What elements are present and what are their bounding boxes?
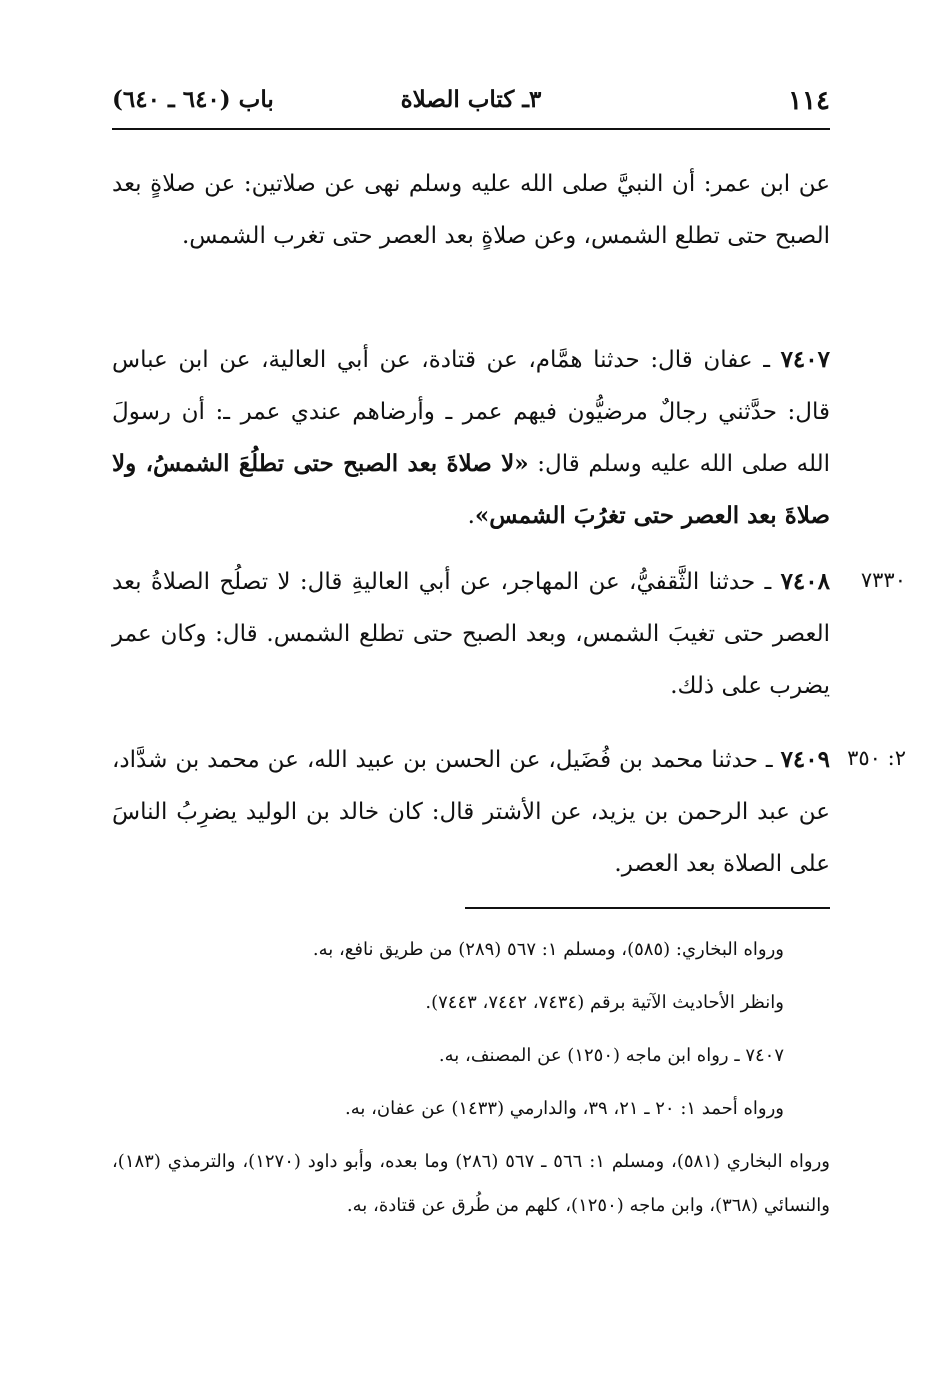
hadith-7407	[112, 334, 830, 542]
hadith-text: ـ حدثنا محمد بن فُضَيل، عن الحسن بن عبيد الله، عن محمد بن شدَّاد، عن عبد الرحمن بن يزيد، عن الأشتر قال: كان خالد بن الوليد يضرِبُ الناسَ على الصلاة بعد العصر.	[112, 747, 830, 877]
running-header	[112, 80, 830, 128]
paragraph-text: عن ابن عمر: أن النبيَّ صلى الله عليه وسلم نهى عن صلاتين: عن صلاةٍ بعد الصبح حتى تطلع الشمس، وعن صلاةٍ بعد العصر حتى تغرب الشمس.	[112, 171, 830, 249]
hadith-text: ـ عفان قال: حدثنا همَّام، عن قتادة، عن أبي العالية، عن ابن عباس قال: حدَّثني رجالٌ مرضيُّون فيهم عمر ـ وأرضاهم عندي عمر ـ: أن رسولَ الله صلى الله عليه وسلم قال:	[112, 347, 830, 477]
hadith-number: ٧٤٠٨	[780, 568, 830, 595]
footnote: ورواه البخاري (٥٨١)، ومسلم ١: ٥٦٦ ـ ٥٦٧ (٢٨٦) وما بعده، وأبو داود (١٢٧٠)، والترمذي (١٨٣)، والنسائي (٣٦٨)، وابن ماجه (١٢٥٠)، كلهم من طُرق عن قتادة، به.	[112, 1151, 830, 1216]
book-title: ٣ـ كتاب الصلاة	[400, 86, 542, 113]
hadith-7409	[112, 734, 830, 890]
hadith-end: .	[467, 503, 475, 529]
hadith-number: ٧٤٠٧	[780, 346, 830, 373]
hadith-quote: «لا صلاةَ بعد الصبح حتى تطلُعَ الشمسُ، ولا صلاةَ بعد العصر حتى تغرُبَ الشمس»	[112, 450, 830, 529]
chapter-title: باب (٦٤٠ ـ ٦٤٠)	[112, 86, 274, 113]
header-divider	[112, 128, 830, 130]
hadith-number: ٧٤٠٩	[780, 746, 830, 773]
footnote: ٧٤٠٧ ـ رواه ابن ماجه (١٢٥٠) عن المصنف، به.	[438, 1045, 784, 1066]
hadith-7408	[112, 556, 830, 712]
footnote: ورواه البخاري: (٥٨٥)، ومسلم ١: ٥٦٧ (٢٨٩) من طريق نافع، به.	[312, 939, 784, 960]
hadith-text: ـ حدثنا الثَّقفيُّ، عن المهاجر، عن أبي العاليةِ قال: لا تصلُح الصلاةُ بعد العصر حتى تغيبَ الشمس، وبعد الصبح حتى تطلع الشمس. قال: وكان عمر يضرب على ذلك.	[112, 569, 830, 699]
footnote: ورواه أحمد ١: ٢٠ ـ ٢١، ٣٩، والدارمي (١٤٣٣) عن عفان، به.	[345, 1098, 784, 1119]
margin-reference: ٧٣٣٠	[860, 568, 906, 592]
footnote: وانظر الأحاديث الآتية برقم (٧٤٣٤، ٧٤٤٢، ٧٤٤٣).	[425, 992, 784, 1013]
footnote-divider	[465, 907, 830, 909]
margin-reference: ٢: ٣٥٠	[847, 746, 906, 770]
page-number: ١١٤	[788, 86, 830, 116]
paragraph-continuation	[112, 158, 830, 262]
